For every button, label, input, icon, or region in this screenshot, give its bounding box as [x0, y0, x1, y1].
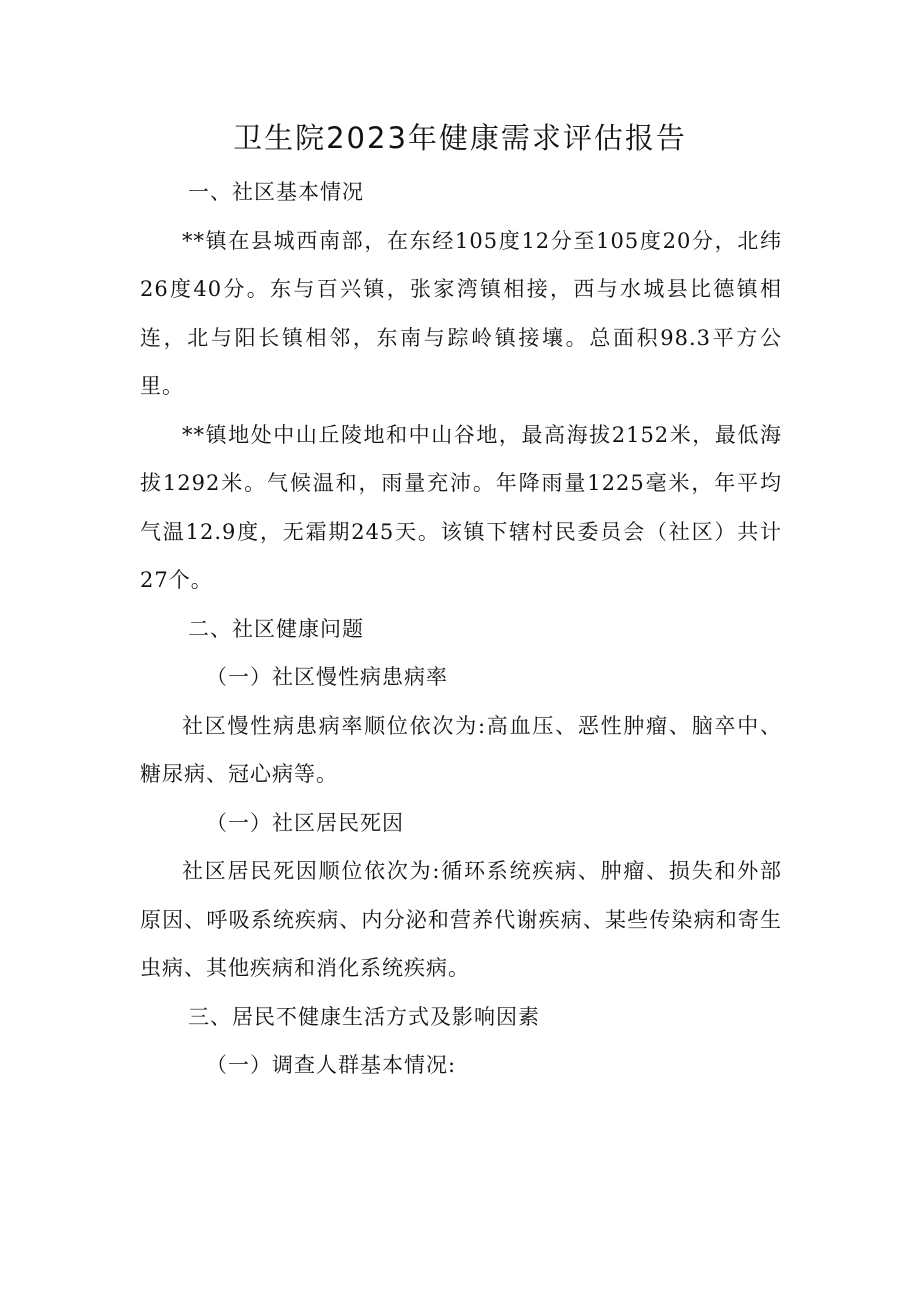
paragraph-chronic-disease: 社区慢性病患病率顺位依次为:高血压、恶性肿瘤、脑卒中、糖尿病、冠心病等。: [140, 713, 782, 786]
subheading-causes-of-death: （一）社区居民死因: [206, 810, 404, 835]
section-heading-health-problems: 二、社区健康问题: [188, 616, 364, 641]
paragraph-causes-of-death: 社区居民死因顺位依次为:循环系统疾病、肿瘤、损失和外部原因、呼吸系统疾病、内分泌和营养代谢疾病、某些传染病和寄生虫病、其他疾病和消化系统疾病。: [140, 859, 782, 980]
subheading-chronic-disease-rate: （一）社区慢性病患病率: [206, 665, 448, 689]
subheading-survey-population: （一）调查人群基本情况:: [206, 1053, 457, 1077]
paragraph-location: **镇在县城西南部，在东经105度12分至105度20分，北纬26度40分。东与百兴镇，张家湾镇相接，西与水城县比德镇相连，北与阳长镇相邻，东南与踪岭镇接壤。总面积98.3平方公里。: [140, 228, 782, 398]
paragraph-terrain-climate: **镇地处中山丘陵地和中山谷地，最高海拔2152米，最低海拔1292米。气候温和，雨量充沛。年降雨量1225毫米，年平均气温12.9度，无霜期245天。该镇下辖村民委员会（社区）共计27个。: [140, 422, 782, 592]
document-title: 卫生院2023年健康需求评估报告: [233, 121, 687, 155]
section-heading-community-basics: 一、社区基本情况: [188, 180, 364, 204]
section-heading-unhealthy-lifestyle: 三、居民不健康生活方式及影响因素: [188, 1004, 540, 1029]
document-body: [140, 168, 782, 1090]
